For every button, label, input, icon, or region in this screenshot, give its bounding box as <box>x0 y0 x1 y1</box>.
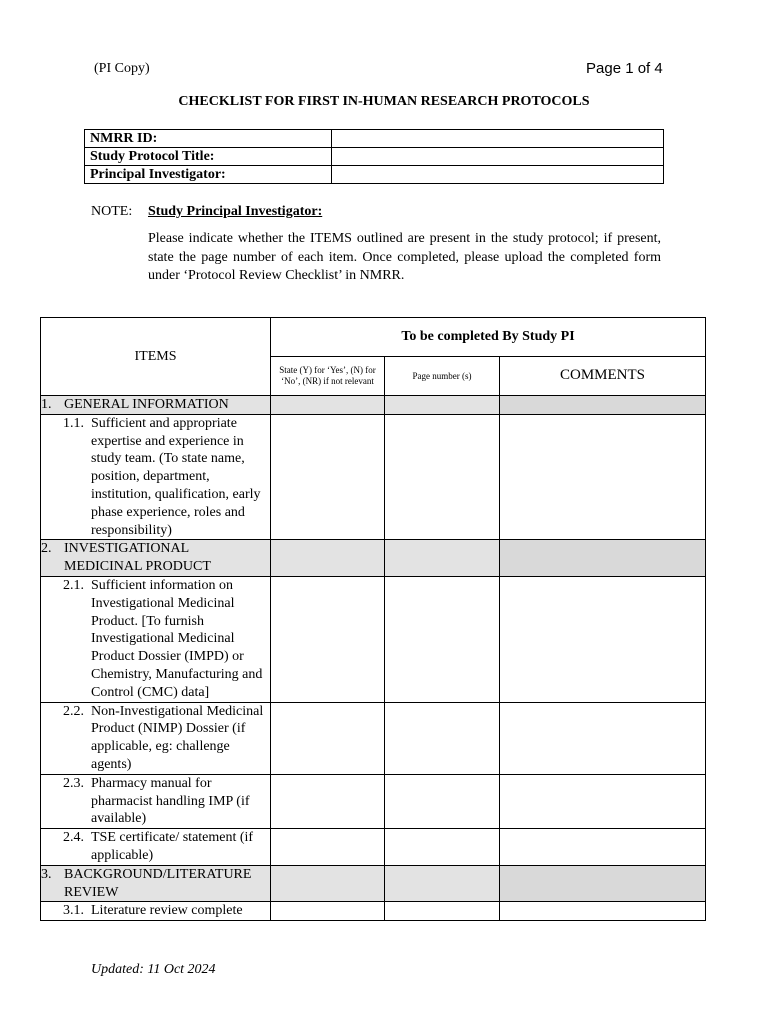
item-row-2-4 <box>41 829 706 866</box>
copy-label: (PI Copy) <box>94 61 150 76</box>
item-text: Non-Investigational Medicinal Product (NIMP) Dossier (if applicable, eg: challenge agents) <box>91 703 264 772</box>
note-body: Please indicate whether the ITEMS outlined are present in the study protocol; if present, state the page number of each item. Once completed, please upload the completed form under ‘Protocol Review Checklist’ in NMRR. <box>148 231 661 283</box>
item-cell <box>41 576 271 702</box>
document-title: CHECKLIST FOR FIRST IN-HUMAN RESEARCH PROTOCOLS <box>178 94 590 109</box>
item-text: Literature review complete <box>91 903 243 919</box>
comments-input-cell[interactable] <box>500 902 706 921</box>
comments-input-cell[interactable] <box>500 774 706 828</box>
page-number-cell <box>385 396 500 415</box>
item-number: 1.1. <box>63 415 84 431</box>
page-number-header: Page number (s) <box>385 357 500 396</box>
item-row-3-1 <box>41 902 706 921</box>
principal-investigator-field[interactable] <box>332 166 664 184</box>
state-input-cell[interactable] <box>271 902 385 921</box>
section-number: 3. <box>41 866 52 882</box>
state-input-cell[interactable] <box>271 414 385 540</box>
page-number-cell <box>385 865 500 902</box>
item-cell <box>41 902 271 921</box>
item-text: Sufficient and appropriate expertise and experience in study team. (To state name, position, department, institution, qualification, early phase experience, roles and responsibility) <box>91 415 261 538</box>
item-text: TSE certificate/ statement (if applicable) <box>91 830 254 863</box>
section-number: 2. <box>41 541 52 557</box>
item-text: Sufficient information on Investigational Medicinal Product. [To furnish Investigational Medicinal Product Dossier (IMPD) or Chemistry, Manufacturing and Control (CMC) data] <box>91 577 263 700</box>
page-number-input-cell[interactable] <box>385 829 500 866</box>
comments-cell <box>500 396 706 415</box>
page-number-input-cell[interactable] <box>385 702 500 774</box>
page-number-cell <box>385 540 500 577</box>
section-row-general-information <box>41 396 706 415</box>
item-number: 2.4. <box>63 830 84 846</box>
section-title: INVESTIGATIONAL MEDICINAL PRODUCT <box>64 541 211 575</box>
note-label: NOTE: <box>91 204 133 219</box>
item-cell <box>41 774 271 828</box>
comments-input-cell[interactable] <box>500 576 706 702</box>
item-number: 2.1. <box>63 577 84 593</box>
checklist-table <box>40 317 706 921</box>
item-row-2-1 <box>41 576 706 702</box>
study-info-table <box>84 129 664 184</box>
item-row-2-3 <box>41 774 706 828</box>
item-cell <box>41 702 271 774</box>
header-row-1 <box>41 318 706 357</box>
nmrr-id-label: NMRR ID: <box>85 130 332 148</box>
state-input-cell[interactable] <box>271 702 385 774</box>
comments-cell <box>500 540 706 577</box>
item-number: 3.1. <box>63 903 84 919</box>
state-cell <box>271 396 385 415</box>
state-cell <box>271 540 385 577</box>
item-number: 2.2. <box>63 703 84 719</box>
info-row-nmrr-id <box>85 130 664 148</box>
protocol-title-field[interactable] <box>332 148 664 166</box>
item-row-1-1 <box>41 414 706 540</box>
page-indicator: Page 1 of 4 <box>586 60 663 77</box>
comments-input-cell[interactable] <box>500 829 706 866</box>
page-number-input-cell[interactable] <box>385 774 500 828</box>
section-number: 1. <box>41 397 52 412</box>
page-number-input-cell[interactable] <box>385 414 500 540</box>
state-cell <box>271 865 385 902</box>
page-number-input-cell[interactable] <box>385 902 500 921</box>
state-input-cell[interactable] <box>271 576 385 702</box>
study-pi-group-header: To be completed By Study PI <box>271 318 706 357</box>
principal-investigator-label: Principal Investigator: <box>85 166 332 184</box>
item-number: 2.3. <box>63 775 84 791</box>
state-input-cell[interactable] <box>271 774 385 828</box>
nmrr-id-field[interactable] <box>332 130 664 148</box>
info-row-principal-investigator <box>85 166 664 184</box>
section-row-investigational-medicinal-product <box>41 540 706 577</box>
item-cell <box>41 414 271 540</box>
updated-date: Updated: 11 Oct 2024 <box>91 962 216 977</box>
section-title-cell <box>41 540 271 577</box>
section-title-cell <box>41 396 271 415</box>
item-row-2-2 <box>41 702 706 774</box>
comments-header: COMMENTS <box>500 357 706 396</box>
page-number-input-cell[interactable] <box>385 576 500 702</box>
protocol-title-label: Study Protocol Title: <box>85 148 332 166</box>
comments-cell <box>500 865 706 902</box>
section-row-background-literature-review <box>41 865 706 902</box>
note-heading: Study Principal Investigator: <box>148 204 323 219</box>
info-row-protocol-title <box>85 148 664 166</box>
comments-input-cell[interactable] <box>500 702 706 774</box>
comments-input-cell[interactable] <box>500 414 706 540</box>
item-text: Pharmacy manual for pharmacist handling IMP (if available) <box>91 775 250 827</box>
state-header: State (Y) for ‘Yes’, (N) for ‘No’, (NR) if not relevant <box>271 357 385 396</box>
state-input-cell[interactable] <box>271 829 385 866</box>
items-header: ITEMS <box>41 318 271 396</box>
item-cell <box>41 829 271 866</box>
section-title-cell <box>41 865 271 902</box>
section-title: GENERAL INFORMATION <box>64 397 229 412</box>
section-title: BACKGROUND/LITERATURE REVIEW <box>64 866 252 900</box>
